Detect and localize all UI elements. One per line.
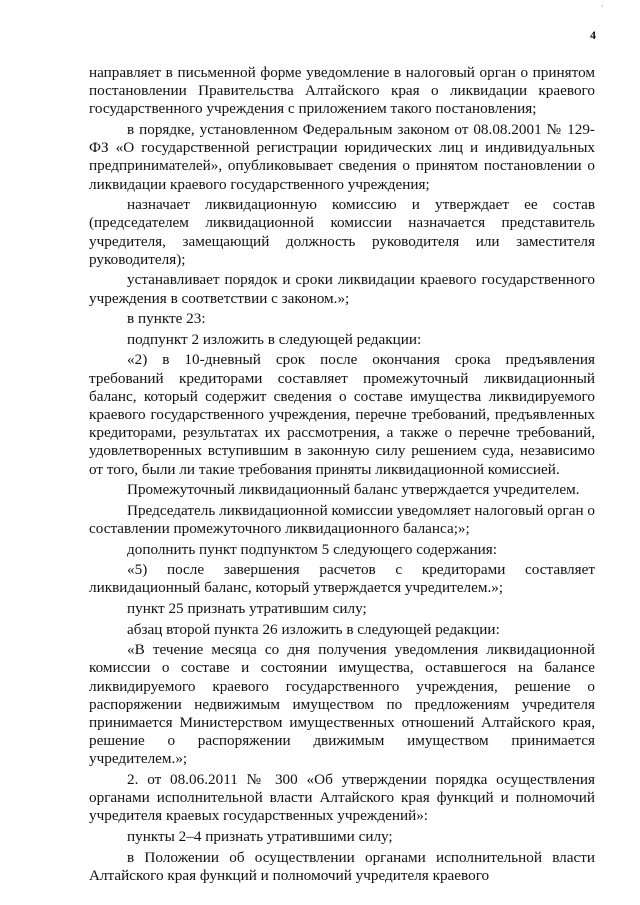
- paragraph: в порядке, установленном Федеральным законом от 08.08.2001 № 129-ФЗ «О государственной регистрации юридических лиц и индивидуальных предпринимателей», опубликовывает сведения о принятом постановлении о ликвидации краевого государственного учреждения;: [89, 121, 595, 193]
- paragraph: в пункте 23:: [127, 310, 206, 328]
- corner-mark: `: [600, 5, 604, 16]
- paragraph: «5) после завершения расчетов с кредиторами составляет ликвидационный баланс, который утверждается учредителем.»;: [89, 561, 595, 597]
- paragraph: 2. от 08.06.2011 № 300 «Об утверждении порядка осуществления органами исполнительной власти Алтайского края функций и полномочий учредителя краевых государственных учреждений»:: [89, 770, 595, 825]
- paragraph: устанавливает порядок и сроки ликвидации краевого государственного учреждения в соответствии с законом.»;: [89, 271, 595, 307]
- paragraph: подпункт 2 изложить в следующей редакции:: [127, 330, 422, 348]
- paragraph: Председатель ликвидационной комиссии уведомляет налоговый орган о составлении промежуточного ликвидационного баланса;»;: [89, 501, 595, 537]
- paragraph: абзац второй пункта 26 изложить в следующей редакции:: [127, 620, 500, 638]
- paragraph: пункты 2–4 признать утратившими силу;: [127, 827, 393, 845]
- page-number: 4: [590, 28, 596, 42]
- paragraph: пункт 25 признать утратившим силу;: [127, 599, 367, 617]
- paragraph: «2) в 10-дневный срок после окончания срока предъявления требований кредиторами составляет промежуточный ликвидационный баланс, который содержит сведения о составе имущества ликвидируемого краевого государственного учреждения, перечне требований, предъявленных кредиторами, результатах их рассмотрения, а также о перечне требований, удовлетворенных вступившим в законную силу решением суда, независимо от того, были ли такие требования приняты ликвидационной комиссией.: [89, 351, 595, 478]
- paragraph: направляет в письменной форме уведомление в налоговый орган о принятом постановлении Правительства Алтайского края о ликвидации краевого государственного учреждения с приложением такого постановления;: [89, 64, 595, 118]
- paragraph: дополнить пункт подпунктом 5 следующего содержания:: [127, 540, 497, 558]
- paragraph: «В течение месяца со дня получения уведомления ликвидационной комиссии о составе и состоянии имущества, оставшегося на балансе ликвидируемого краевого государственного учреждения, решение о распоряжении недвижимым имуществом по предложениям учредителя принимается Министерством имущественных отношений Алтайского края, решение о распоряжении движимым имуществом принимается учредителем.»;: [89, 641, 595, 768]
- paragraph: назначает ликвидационную комиссию и утверждает ее состав (председателем ликвидационной комиссии назначается представитель учредителя, замещающий должность руководителя или заместителя руководителя);: [89, 196, 595, 268]
- paragraph: в Положении об осуществлении органами исполнительной власти Алтайского края функций и полномочий учредителя краевого: [89, 848, 595, 884]
- paragraph: Промежуточный ликвидационный баланс утверждается учредителем.: [127, 481, 580, 499]
- document-body: [89, 64, 595, 887]
